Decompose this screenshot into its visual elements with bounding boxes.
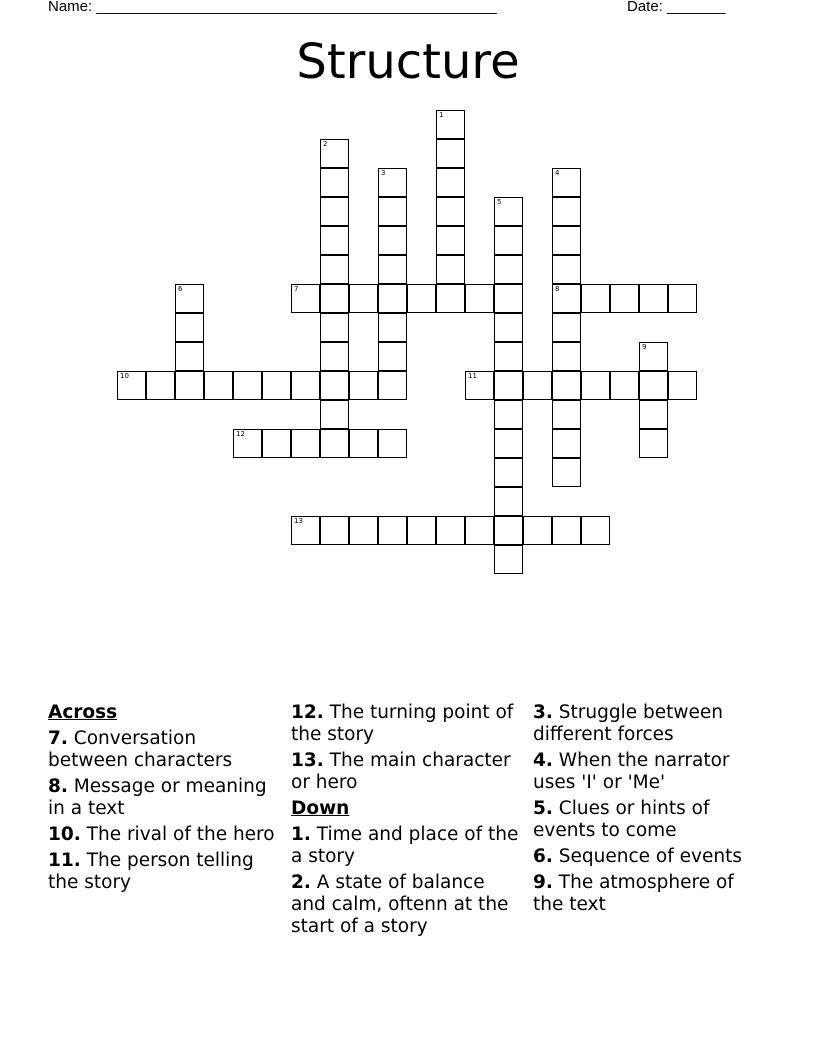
clue-text: The turning point of the story [291,702,514,745]
crossword-cell[interactable] [175,342,204,371]
crossword-cell[interactable] [552,197,581,226]
cell-number: 4 [555,169,560,177]
cell-number: 1 [439,111,444,119]
crossword-cell[interactable] [639,371,668,400]
clues-column-3 [533,702,765,920]
clue-number: 10. [48,824,81,845]
crossword-cell[interactable] [610,284,639,313]
crossword-cell[interactable] [378,197,407,226]
crossword-cell[interactable] [320,371,349,400]
crossword-cell[interactable] [291,371,320,400]
clue-down-9 [533,872,765,916]
clue-number: 3. [533,702,553,723]
crossword-cell-10[interactable] [117,371,146,400]
crossword-cell[interactable] [436,197,465,226]
cell-number: 13 [294,517,303,525]
crossword-cell-4[interactable] [552,168,581,197]
crossword-cell[interactable] [320,226,349,255]
clue-down-6 [533,846,765,868]
crossword-cell[interactable] [494,487,523,516]
crossword-cell[interactable] [320,400,349,429]
cell-number: 12 [236,430,245,438]
crossword-cell[interactable] [320,342,349,371]
cell-number: 9 [642,343,647,351]
crossword-cell[interactable] [436,255,465,284]
crossword-cell-6[interactable] [175,284,204,313]
clue-across-7 [48,728,280,772]
cell-number: 10 [120,372,129,380]
crossword-cell[interactable] [581,284,610,313]
clue-number: 12. [291,702,324,723]
crossword-cell[interactable] [378,313,407,342]
clue-text: When the narrator uses 'I' or 'Me' [533,750,730,793]
clue-text: The rival of the hero [80,824,275,845]
crossword-cell[interactable] [320,313,349,342]
crossword-cell-8[interactable] [552,284,581,313]
crossword-cell[interactable] [175,313,204,342]
crossword-cell[interactable] [436,284,465,313]
clue-number: 5. [533,798,553,819]
crossword-cell-3[interactable] [378,168,407,197]
clue-text: Conversation between characters [48,728,233,771]
crossword-cell[interactable] [175,371,204,400]
down-heading: Down [291,798,350,819]
clue-across-8 [48,776,280,820]
crossword-cell[interactable] [465,284,494,313]
crossword-cell[interactable] [610,371,639,400]
crossword-cell-2[interactable] [320,139,349,168]
crossword-cell[interactable] [378,371,407,400]
crossword-cell[interactable] [668,284,697,313]
crossword-cell-12[interactable] [233,429,262,458]
crossword-cell-1[interactable] [436,110,465,139]
crossword-cell[interactable] [407,284,436,313]
crossword-cell[interactable] [320,168,349,197]
clue-number: 1. [291,824,311,845]
crossword-cell[interactable] [523,516,552,545]
crossword-cell-5[interactable] [494,197,523,226]
clue-across-11 [48,850,280,894]
crossword-cell[interactable] [552,516,581,545]
crossword-cell[interactable] [320,255,349,284]
cell-number: 8 [555,285,560,293]
crossword-cell[interactable] [349,284,378,313]
crossword-cell[interactable] [378,226,407,255]
clue-down-5 [533,798,765,842]
crossword-cell[interactable] [523,371,552,400]
crossword-cell[interactable] [494,545,523,574]
crossword-cell[interactable] [581,516,610,545]
clue-across-12 [291,702,523,746]
crossword-cell[interactable] [494,516,523,545]
crossword-cell[interactable] [262,371,291,400]
cell-number: 2 [323,140,328,148]
crossword-cell[interactable] [552,313,581,342]
clue-number: 8. [48,776,68,797]
crossword-cell[interactable] [494,400,523,429]
clue-number: 13. [291,750,324,771]
crossword-cell[interactable] [639,400,668,429]
clue-across-10 [48,824,280,846]
name-field[interactable]: Name: ________________________________________________ [48,0,497,15]
crossword-cell[interactable] [378,429,407,458]
crossword-cell[interactable] [494,371,523,400]
crossword-cell[interactable] [552,429,581,458]
cell-number: 11 [468,372,477,380]
crossword-cell[interactable] [494,226,523,255]
crossword-cell-13[interactable] [291,516,320,545]
crossword-cell[interactable] [465,516,494,545]
crossword-cell[interactable] [378,516,407,545]
clue-number: 4. [533,750,553,771]
crossword-cell[interactable] [552,400,581,429]
crossword-cell[interactable] [262,429,291,458]
crossword-cell[interactable] [204,371,233,400]
crossword-cell[interactable] [552,371,581,400]
clues-column-2 [291,702,523,942]
crossword-cell[interactable] [233,371,262,400]
crossword-cell[interactable] [436,226,465,255]
clue-text: Clues or hints of events to come [533,798,710,841]
clue-number: 2. [291,872,311,893]
clue-text: A state of balance and calm, oftenn at the start of a story [291,872,509,937]
crossword-cell[interactable] [436,168,465,197]
clue-down-2 [291,872,523,938]
date-field[interactable]: Date: _______ [627,0,726,15]
crossword-cell[interactable] [639,429,668,458]
crossword-cell[interactable] [378,342,407,371]
crossword-cell[interactable] [146,371,175,400]
clue-text: The main character or hero [291,750,511,793]
crossword-cell[interactable] [494,255,523,284]
crossword-cell[interactable] [639,284,668,313]
clue-number: 7. [48,728,68,749]
crossword-cell[interactable] [320,516,349,545]
crossword-cell-9[interactable] [639,342,668,371]
crossword-cell[interactable] [581,371,610,400]
crossword-cell[interactable] [494,284,523,313]
crossword-cell[interactable] [320,284,349,313]
crossword-cell[interactable] [291,429,320,458]
clue-down-4 [533,750,765,794]
clue-number: 9. [533,872,553,893]
crossword-cell[interactable] [552,342,581,371]
cell-number: 7 [294,285,299,293]
cell-number: 5 [497,198,502,206]
crossword-cell[interactable] [320,197,349,226]
crossword-cell[interactable] [320,429,349,458]
crossword-cell[interactable] [349,371,378,400]
clue-text: Struggle between different forces [533,702,724,745]
crossword-cell[interactable] [668,371,697,400]
crossword-cell[interactable] [494,458,523,487]
crossword-cell[interactable] [494,313,523,342]
crossword-cell[interactable] [494,429,523,458]
crossword-cell[interactable] [378,255,407,284]
cell-number: 6 [178,285,183,293]
clue-text: Time and place of the a story [291,824,519,867]
crossword-cell[interactable] [378,284,407,313]
crossword-cell[interactable] [407,516,436,545]
crossword-cell[interactable] [349,516,378,545]
clue-across-13 [291,750,523,794]
clue-text: The person telling the story [48,850,254,893]
crossword-cell[interactable] [552,226,581,255]
crossword-cell[interactable] [436,516,465,545]
clue-text: The atmosphere of the text [533,872,734,915]
clue-down-1 [291,824,523,868]
clue-text: Sequence of events [552,846,742,867]
clue-number: 6. [533,846,553,867]
crossword-cell-7[interactable] [291,284,320,313]
crossword-cell[interactable] [552,458,581,487]
crossword-cell[interactable] [349,429,378,458]
clue-down-3 [533,702,765,746]
cell-number: 3 [381,169,386,177]
clues-column-1 [48,702,280,898]
crossword-cell[interactable] [494,342,523,371]
crossword-cell[interactable] [552,255,581,284]
crossword-cell[interactable] [436,139,465,168]
clue-number: 11. [48,850,81,871]
puzzle-title: Structure [296,34,520,90]
across-heading: Across [48,702,118,723]
crossword-cell-11[interactable] [465,371,494,400]
clue-text: Message or meaning in a text [48,776,267,819]
